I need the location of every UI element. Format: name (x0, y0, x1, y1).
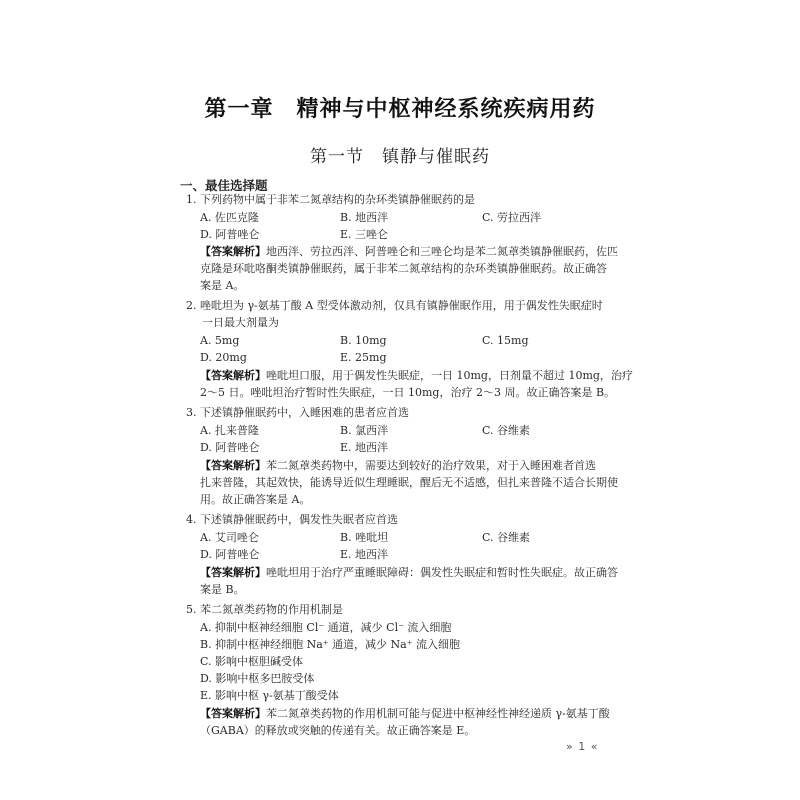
answer-text: 克隆是环吡咯酮类镇静催眠药，属于非苯二氮䓬结构的杂环类镇静催眠药。故正确答 (200, 262, 607, 275)
option-a: A. 佐匹克隆 (200, 211, 259, 224)
chapter-title: 第一章 精神与中枢神经系统疾病用药 (204, 97, 596, 122)
option-c: C. 谷维素 (482, 424, 531, 437)
option-d: D. 阿普唑仑 (200, 548, 260, 561)
answer-label: 【答案解析】 (200, 566, 266, 579)
answer-label: 【答案解析】 (200, 369, 266, 382)
answer-label: 【答案解析】 (200, 245, 266, 258)
answer-text: 地西泮、劳拉西泮、阿普唑仑和三唑仑均是苯二氮䓬类镇静催眠药，佐匹 (266, 245, 618, 258)
option-b: B. 氯西泮 (340, 424, 389, 437)
option-a: A. 抑制中枢神经细胞 Cl⁻ 通道，减少 Cl⁻ 流入细胞 (200, 621, 452, 634)
answer-explanation (200, 244, 618, 260)
answer-explanation (200, 458, 596, 474)
answer-explanation (200, 565, 618, 581)
section-title: 第一节 镇静与催眠药 (310, 147, 490, 167)
option-b: B. 10mg (340, 334, 387, 347)
question-stem: 一日最大剂量为 (202, 316, 279, 329)
answer-label: 【答案解析】 (200, 459, 266, 472)
answer-text: 唑吡坦口服，用于偶发性失眠症，一日 10mg，日剂量不超过 10mg，治疗 (266, 369, 633, 382)
option-e: E. 地西泮 (340, 441, 389, 454)
answer-text: （GABA）的释放或突触的传递有关。故正确答案是 E。 (200, 724, 476, 737)
answer-text: 用。故正确答案是 A。 (200, 493, 311, 506)
option-a: A. 艾司唑仑 (200, 531, 259, 544)
option-a: A. 5mg (200, 334, 240, 347)
part-title: 一、最佳选择题 (180, 178, 268, 193)
option-d: D. 影响中枢多巴胺受体 (200, 672, 315, 685)
option-e: E. 三唑仑 (340, 228, 389, 241)
option-b: B. 唑吡坦 (340, 531, 389, 544)
answer-label: 【答案解析】 (200, 707, 266, 720)
question-stem: 5. 苯二氮䓬类药物的作用机制是 (186, 603, 343, 616)
question-stem: 4. 下述镇静催眠药中，偶发性失眠者应首选 (186, 513, 398, 526)
option-e: E. 25mg (340, 351, 387, 364)
page-number: » 1 « (566, 740, 599, 753)
option-b: B. 地西泮 (340, 211, 389, 224)
answer-text: 案是 B。 (200, 583, 245, 596)
answer-text: 案是 A。 (200, 279, 245, 292)
option-d: D. 阿普唑仑 (200, 441, 260, 454)
option-c: C. 劳拉西泮 (482, 211, 542, 224)
answer-text: 唑吡坦用于治疗严重睡眠障碍：偶发性失眠症和暂时性失眠症。故正确答 (266, 566, 618, 579)
answer-explanation (200, 706, 610, 722)
answer-text: 苯二氮䓬类药物的作用机制可能与促进中枢神经性神经递质 γ-氨基丁酸 (266, 707, 610, 720)
question-stem: 3. 下述镇静催眠药中，入睡困难的患者应首选 (186, 406, 409, 419)
option-c: C. 谷维素 (482, 531, 531, 544)
option-c: C. 影响中枢胆碱受体 (200, 655, 304, 668)
question-stem: 2. 唑吡坦为 γ-氨基丁酸 A 型受体激动剂，仅具有镇静催眠作用，用于偶发性失眠症时 (186, 299, 603, 312)
answer-text: 2～5 日。唑吡坦治疗暂时性失眠症，一日 10mg，治疗 2～3 周。故正确答案是 B。 (200, 386, 616, 399)
option-a: A. 扎来普隆 (200, 424, 259, 437)
option-e: E. 影响中枢 γ-氨基丁酸受体 (200, 689, 339, 702)
option-b: B. 抑制中枢神经细胞 Na⁺ 通道，减少 Na⁺ 流入细胞 (200, 638, 461, 651)
option-d: D. 20mg (200, 351, 247, 364)
question-stem: 1. 下列药物中属于非苯二氮䓬结构的杂环类镇静催眠药的是 (186, 193, 475, 206)
option-c: C. 15mg (482, 334, 529, 347)
answer-explanation (200, 368, 633, 384)
option-e: E. 地西泮 (340, 548, 389, 561)
answer-text: 扎来普隆，其起效快，能诱导近似生理睡眠，醒后无不适感，但扎来普隆不适合长期使 (200, 476, 618, 489)
answer-text: 苯二氮䓬类药物中，需要达到较好的治疗效果，对于入睡困难者首选 (266, 459, 596, 472)
option-d: D. 阿普唑仑 (200, 228, 260, 241)
